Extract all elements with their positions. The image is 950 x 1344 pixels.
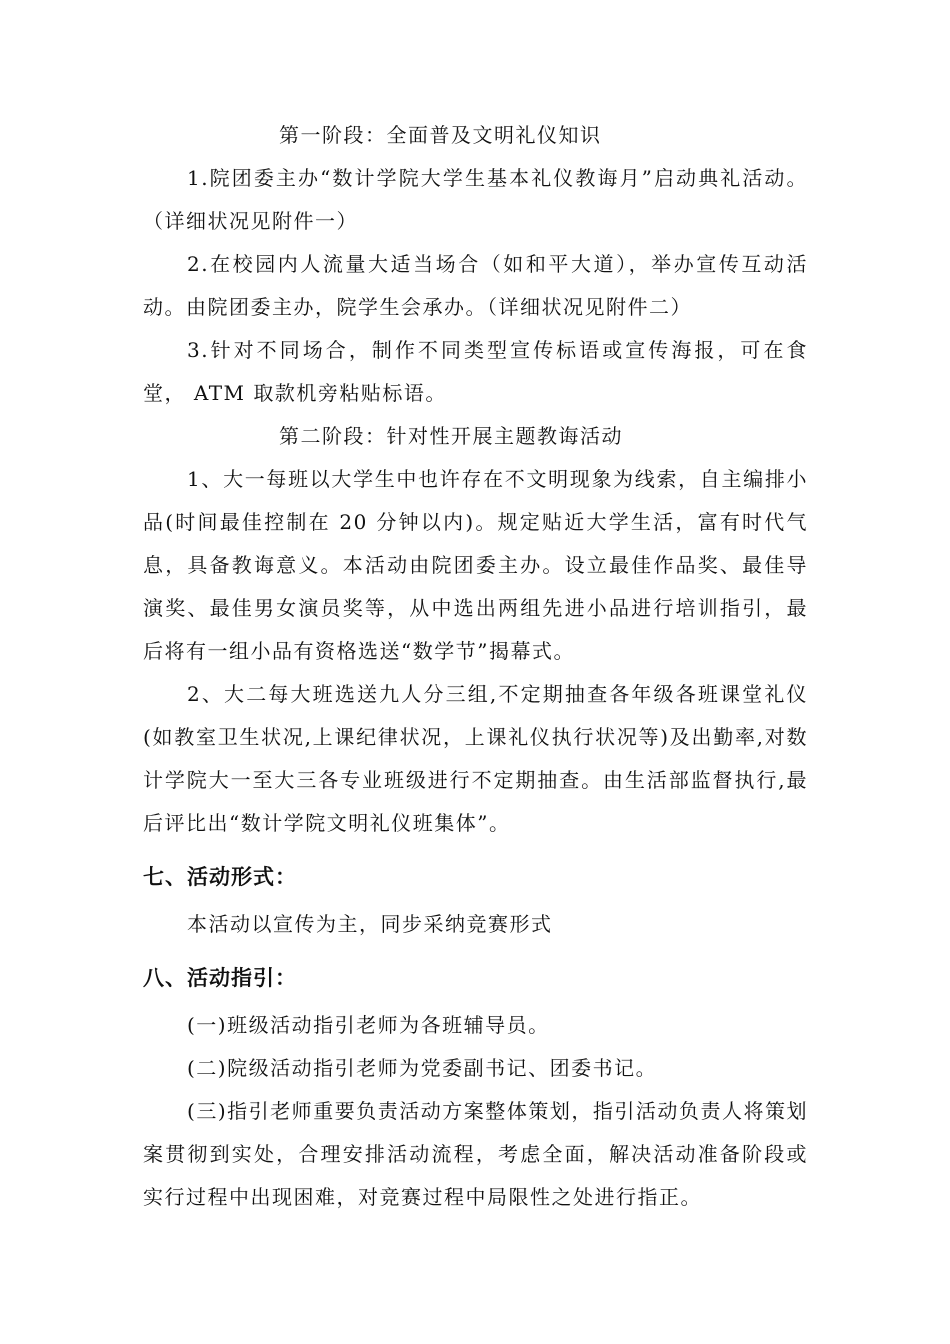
- stage1-item-1: 1.院团委主办“数计学院大学生基本礼仪教诲月”启动典礼活动。（详细状况见附件一）: [143, 166, 808, 233]
- section8-item-3: (三)指引老师重要负责活动方案整体策划，指引活动负责人将策划案贯彻到实处，合理安排活动流程，考虑全面，解决活动准备阶段或实行过程中出现困难，对竞赛过程中局限性之处进行指正。: [143, 1099, 808, 1209]
- stage2-item-1: 1、大一每班以大学生中也许存在不文明现象为线索，自主编排小品(时间最佳控制在 20 分钟以内)。规定贴近大学生活，富有时代气息，具备教诲意义。本活动由院团委主办。设立最佳作品奖、最佳导演奖、最佳男女演员奖等，从中选出两组先进小品进行培训指引，最后将有一组小品有资格选送“数学节”揭幕式。: [143, 467, 808, 663]
- section7-body: 本活动以宣传为主，同步采纳竞赛形式: [187, 912, 553, 936]
- section8-heading: 八、活动指引：: [143, 966, 297, 990]
- stage1-item-2: 2.在校园内人流量大适当场合（如和平大道），举办宣传互动活动。由院团委主办，院学生会承办。（详细状况见附件二）: [143, 252, 808, 319]
- document-body: [143, 114, 808, 1219]
- stage1-title: 第一阶段：全面普及文明礼仪知识: [279, 123, 602, 147]
- section8-item-1: (一)班级活动指引老师为各班辅导员。: [187, 1013, 550, 1037]
- stage1-item-3: 3.针对不同场合，制作不同类型宣传标语或宣传海报，可在食堂， ATM 取款机旁粘贴标语。: [143, 338, 808, 405]
- stage2-title: 第二阶段：针对性开展主题教诲活动: [279, 424, 623, 448]
- section8-item-2: (二)院级活动指引老师为党委副书记、团委书记。: [187, 1056, 658, 1080]
- stage2-item-2: 2、大二每大班选送九人分三组,不定期抽查各年级各班课堂礼仪(如教室卫生状况,上课纪律状况，上课礼仪执行状况等)及出勤率,对数计学院大一至大三各专业班级进行不定期抽查。由生活部监督执行,最后评比出“数计学院文明礼仪班集体”。: [143, 682, 808, 835]
- section7-heading: 七、活动形式：: [143, 865, 297, 889]
